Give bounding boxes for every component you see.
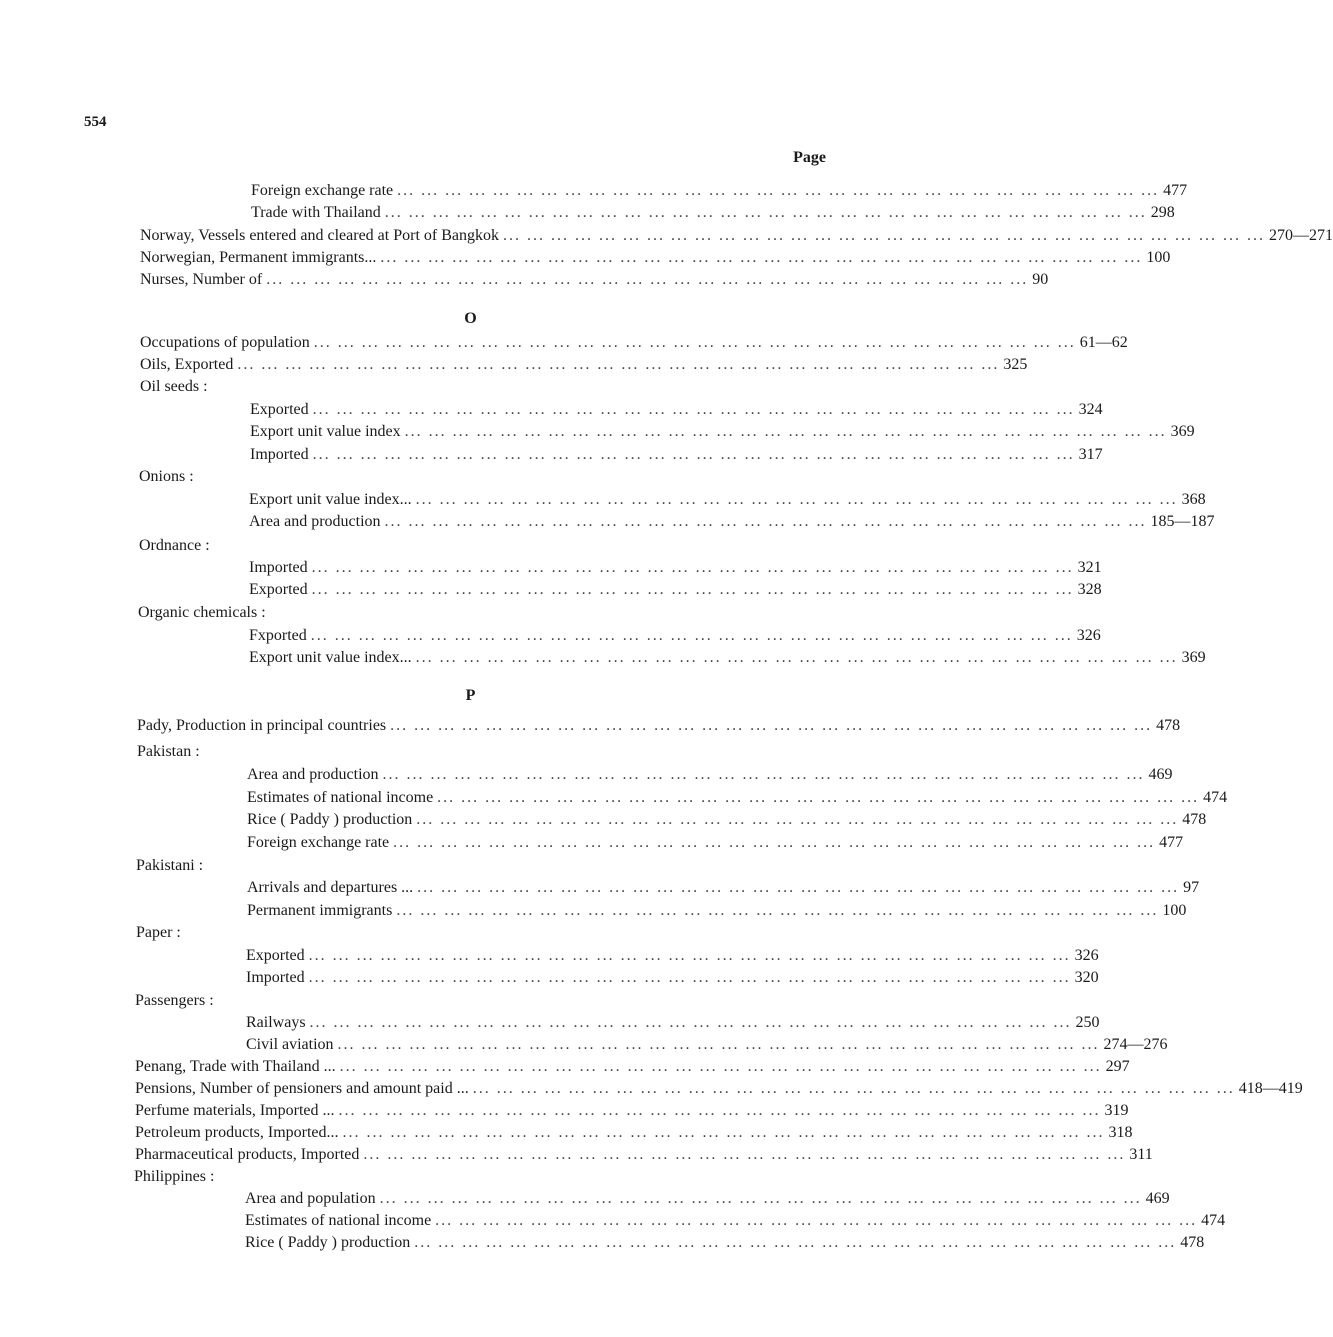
- leader-dots: ... ... ... ... ... ... ... ... ... ... ... ... ... ... ... ... ... ... ... ... ... ... ... ... ... ... ... ... ... ... ... ...: [437, 789, 1200, 806]
- index-entry: [250, 445, 1103, 465]
- entry-page: 318: [1108, 1124, 1133, 1141]
- leader-dots: ... ... ... ... ... ... ... ... ... ... ... ... ... ... ... ... ... ... ... ... ... ... ... ... ... ... ... ... ... ... ... ...: [379, 1190, 1142, 1207]
- index-heading: [140, 377, 208, 397]
- leader-dots: ... ... ... ... ... ... ... ... ... ... ... ... ... ... ... ... ... ... ... ... ... ... ... ... ... ... ... ... ... ... ... ...: [414, 1234, 1177, 1251]
- index-entry: [137, 716, 1181, 736]
- index-heading: [134, 1167, 214, 1187]
- index-entry: [135, 1079, 1303, 1099]
- entry-text: Imported: [250, 446, 309, 463]
- index-entry: [245, 1233, 1205, 1253]
- entry-text: Permanent immigrants: [247, 902, 393, 919]
- entry-page: 326: [1076, 627, 1101, 644]
- entry-page: 317: [1078, 446, 1103, 463]
- entry-text: Penang, Trade with Thailand ...: [135, 1058, 336, 1075]
- index-entry: [245, 1211, 1226, 1231]
- entry-page: 100: [1162, 902, 1187, 919]
- entry-page: 368: [1181, 491, 1206, 508]
- index-entry: [140, 226, 1333, 246]
- page-number: 554: [84, 114, 107, 130]
- leader-dots: ... ... ... ... ... ... ... ... ... ... ... ... ... ... ... ... ... ... ... ... ... ... ... ... ... ... ... ... ... ... ... ...: [396, 902, 1159, 919]
- entry-text: Norwegian, Permanent immigrants...: [140, 249, 377, 266]
- index-entry: [250, 400, 1103, 420]
- leader-dots: ... ... ... ... ... ... ... ... ... ... ... ... ... ... ... ... ... ... ... ... ... ... ... ... ... ... ... ... ... ... ... ...: [380, 249, 1143, 266]
- index-entry: [135, 1145, 1153, 1165]
- index-entry: [246, 946, 1099, 966]
- leader-dots: ... ... ... ... ... ... ... ... ... ... ... ... ... ... ... ... ... ... ... ... ... ... ... ... ... ... ... ... ... ... ... ...: [339, 1058, 1102, 1075]
- entry-page: 250: [1075, 1014, 1100, 1031]
- entry-page: 469: [1148, 766, 1173, 783]
- entry-text: Railways: [246, 1014, 306, 1031]
- index-heading: [135, 991, 214, 1011]
- entry-page: 418—419: [1238, 1080, 1303, 1097]
- entry-page: 477: [1163, 182, 1188, 199]
- leader-dots: ... ... ... ... ... ... ... ... ... ... ... ... ... ... ... ... ... ... ... ... ... ... ... ... ... ... ... ... ... ... ... ...: [309, 1014, 1072, 1031]
- entry-text: Rice ( Paddy ) production: [245, 1234, 411, 1251]
- leader-dots: ... ... ... ... ... ... ... ... ... ... ... ... ... ... ... ... ... ... ... ... ... ... ... ... ... ... ... ... ... ... ... ...: [382, 766, 1145, 783]
- leader-dots: ... ... ... ... ... ... ... ... ... ... ... ... ... ... ... ... ... ... ... ... ... ... ... ... ... ... ... ... ... ... ... ...: [472, 1080, 1235, 1097]
- entry-page: 474: [1201, 1212, 1226, 1229]
- entry-page: 270—271: [1269, 227, 1333, 244]
- index-entry: [140, 333, 1128, 353]
- entry-page: 97: [1183, 879, 1200, 896]
- index-entry: [249, 648, 1206, 668]
- page-column-heading: Page: [793, 149, 826, 166]
- entry-page: 369: [1170, 423, 1195, 440]
- index-entry: [247, 878, 1200, 898]
- entry-page: 61—62: [1079, 334, 1128, 351]
- index-entry: [247, 810, 1207, 830]
- entry-text: Pakistan :: [137, 743, 200, 760]
- leader-dots: ... ... ... ... ... ... ... ... ... ... ... ... ... ... ... ... ... ... ... ... ... ... ... ... ... ... ... ... ... ... ... ...: [311, 559, 1074, 576]
- entry-text: Oils, Exported: [140, 356, 234, 373]
- index-entry: [135, 1101, 1129, 1121]
- entry-text: Area and production: [247, 766, 379, 783]
- entry-text: Rice ( Paddy ) production: [247, 811, 413, 828]
- index-entry: [135, 1123, 1133, 1143]
- index-entry: [135, 1057, 1130, 1077]
- leader-dots: ... ... ... ... ... ... ... ... ... ... ... ... ... ... ... ... ... ... ... ... ... ... ... ... ... ... ... ... ... ... ... ...: [310, 627, 1073, 644]
- index-entry: [140, 248, 1171, 268]
- entry-text: Ordnance :: [139, 537, 210, 554]
- entry-page: 100: [1146, 249, 1171, 266]
- entry-text: Trade with Thailand: [251, 204, 381, 221]
- leader-dots: ... ... ... ... ... ... ... ... ... ... ... ... ... ... ... ... ... ... ... ... ... ... ... ... ... ... ... ... ... ... ... ...: [435, 1212, 1198, 1229]
- index-heading: [136, 856, 203, 876]
- index-heading: [136, 923, 181, 943]
- leader-dots: ... ... ... ... ... ... ... ... ... ... ... ... ... ... ... ... ... ... ... ... ... ... ... ... ... ... ... ... ... ... ... ...: [342, 1124, 1105, 1141]
- entry-text: Imported: [249, 559, 308, 576]
- entry-page: 90: [1032, 271, 1049, 288]
- entry-text: Perfume materials, Imported ...: [135, 1102, 335, 1119]
- index-heading: [139, 536, 210, 556]
- entry-text: Arrivals and departures ...: [247, 879, 414, 896]
- entry-text: Occupations of population: [140, 334, 310, 351]
- entry-page: 478: [1182, 811, 1207, 828]
- index-entry: [249, 512, 1215, 532]
- leader-dots: ... ... ... ... ... ... ... ... ... ... ... ... ... ... ... ... ... ... ... ... ... ... ... ... ... ... ... ... ... ... ... ...: [415, 649, 1178, 666]
- entry-page: 320: [1074, 969, 1099, 986]
- index-heading: [139, 467, 194, 487]
- leader-dots: ... ... ... ... ... ... ... ... ... ... ... ... ... ... ... ... ... ... ... ... ... ... ... ... ... ... ... ... ... ... ... ...: [312, 446, 1075, 463]
- index-entry: [251, 181, 1188, 201]
- section-letter-o: O: [464, 310, 477, 327]
- entry-text: Passengers :: [135, 992, 214, 1009]
- index-entry: [246, 1035, 1168, 1055]
- entry-text: Organic chemicals :: [138, 604, 266, 621]
- index-entry: [247, 765, 1173, 785]
- entry-text: Export unit value index: [250, 423, 401, 440]
- leader-dots: ... ... ... ... ... ... ... ... ... ... ... ... ... ... ... ... ... ... ... ... ... ... ... ... ... ... ... ... ... ... ... ...: [415, 491, 1178, 508]
- entry-text: Estimates of national income: [245, 1212, 432, 1229]
- entry-text: Civil aviation: [246, 1036, 334, 1053]
- index-entry: [247, 833, 1184, 853]
- entry-page: 185—187: [1150, 513, 1215, 530]
- index-entry: [245, 1189, 1170, 1209]
- entry-text: Philippines :: [134, 1168, 215, 1185]
- leader-dots: ... ... ... ... ... ... ... ... ... ... ... ... ... ... ... ... ... ... ... ... ... ... ... ... ... ... ... ... ... ... ... ...: [337, 1036, 1100, 1053]
- entry-text: Pensions, Number of pensioners and amount paid ...: [135, 1080, 469, 1097]
- entry-text: Imported: [246, 969, 305, 986]
- leader-dots: ... ... ... ... ... ... ... ... ... ... ... ... ... ... ... ... ... ... ... ... ... ... ... ... ... ... ... ... ... ... ... ...: [503, 227, 1265, 244]
- entry-page: 311: [1129, 1146, 1153, 1163]
- leader-dots: ... ... ... ... ... ... ... ... ... ... ... ... ... ... ... ... ... ... ... ... ... ... ... ... ... ... ... ... ... ... ... ...: [311, 581, 1074, 598]
- leader-dots: ... ... ... ... ... ... ... ... ... ... ... ... ... ... ... ... ... ... ... ... ... ... ... ... ... ... ... ... ... ... ... ...: [393, 834, 1156, 851]
- entry-text: Export unit value index...: [249, 649, 412, 666]
- index-entry: [140, 270, 1049, 290]
- entry-text: Petroleum products, Imported...: [135, 1124, 339, 1141]
- entry-text: Pharmaceutical products, Imported: [135, 1146, 360, 1163]
- entry-text: Oil seeds :: [140, 378, 208, 395]
- entry-text: Pady, Production in principal countries: [137, 717, 387, 734]
- index-entry: [246, 968, 1099, 988]
- entry-page: 297: [1105, 1058, 1130, 1075]
- leader-dots: ... ... ... ... ... ... ... ... ... ... ... ... ... ... ... ... ... ... ... ... ... ... ... ... ... ... ... ... ... ... ... ...: [266, 271, 1029, 288]
- index-entry: [250, 422, 1195, 442]
- entry-text: Foreign exchange rate: [247, 834, 390, 851]
- entry-text: Norway, Vessels entered and cleared at Port of Bangkok: [140, 227, 499, 244]
- entry-text: Estimates of national income: [247, 789, 434, 806]
- entry-page: 369: [1181, 649, 1206, 666]
- leader-dots: ... ... ... ... ... ... ... ... ... ... ... ... ... ... ... ... ... ... ... ... ... ... ... ... ... ... ... ... ... ... ... ...: [338, 1102, 1101, 1119]
- entry-page: 325: [1003, 356, 1028, 373]
- leader-dots: ... ... ... ... ... ... ... ... ... ... ... ... ... ... ... ... ... ... ... ... ... ... ... ... ... ... ... ... ... ... ... ...: [313, 334, 1076, 351]
- section-letter-p: P: [465, 687, 476, 704]
- entry-text: Paper :: [136, 924, 181, 941]
- entry-page: 478: [1156, 717, 1181, 734]
- entry-page: 321: [1077, 559, 1102, 576]
- entry-text: Exported: [246, 947, 305, 964]
- index-entry: [247, 901, 1187, 921]
- leader-dots: ... ... ... ... ... ... ... ... ... ... ... ... ... ... ... ... ... ... ... ... ... ... ... ... ... ... ... ... ... ... ... ...: [363, 1146, 1126, 1163]
- entry-text: Exported: [250, 401, 309, 418]
- leader-dots: ... ... ... ... ... ... ... ... ... ... ... ... ... ... ... ... ... ... ... ... ... ... ... ... ... ... ... ... ... ... ... ...: [312, 401, 1075, 418]
- index-heading: [138, 603, 266, 623]
- leader-dots: ... ... ... ... ... ... ... ... ... ... ... ... ... ... ... ... ... ... ... ... ... ... ... ... ... ... ... ... ... ... ... ...: [308, 969, 1071, 986]
- entry-text: Exported: [249, 581, 308, 598]
- entry-text: Foreign exchange rate: [251, 182, 394, 199]
- leader-dots: ... ... ... ... ... ... ... ... ... ... ... ... ... ... ... ... ... ... ... ... ... ... ... ... ... ... ... ... ... ... ... ...: [390, 717, 1153, 734]
- entry-text: Area and population: [245, 1190, 376, 1207]
- index-heading: [137, 742, 200, 762]
- entry-text: Onions :: [139, 468, 194, 485]
- entry-text: Export unit value index...: [249, 491, 412, 508]
- index-entry: [246, 1013, 1100, 1033]
- entry-text: Nurses, Number of: [140, 271, 263, 288]
- entry-text: Area and production: [249, 513, 381, 530]
- entry-page: 477: [1159, 834, 1184, 851]
- leader-dots: ... ... ... ... ... ... ... ... ... ... ... ... ... ... ... ... ... ... ... ... ... ... ... ... ... ... ... ... ... ... ... ...: [237, 356, 1000, 373]
- index-entry: [251, 203, 1175, 223]
- index-entry: [249, 558, 1102, 578]
- index-entry: [249, 580, 1102, 600]
- entry-text: Fxported: [249, 627, 307, 644]
- entry-page: 478: [1180, 1234, 1205, 1251]
- entry-page: 319: [1104, 1102, 1129, 1119]
- entry-page: 324: [1078, 401, 1103, 418]
- leader-dots: ... ... ... ... ... ... ... ... ... ... ... ... ... ... ... ... ... ... ... ... ... ... ... ... ... ... ... ... ... ... ... ...: [416, 811, 1179, 828]
- leader-dots: ... ... ... ... ... ... ... ... ... ... ... ... ... ... ... ... ... ... ... ... ... ... ... ... ... ... ... ... ... ... ... ...: [404, 423, 1167, 440]
- entry-page: 274—276: [1103, 1036, 1168, 1053]
- leader-dots: ... ... ... ... ... ... ... ... ... ... ... ... ... ... ... ... ... ... ... ... ... ... ... ... ... ... ... ... ... ... ... ...: [397, 182, 1160, 199]
- leader-dots: ... ... ... ... ... ... ... ... ... ... ... ... ... ... ... ... ... ... ... ... ... ... ... ... ... ... ... ... ... ... ... ...: [417, 879, 1180, 896]
- entry-page: 298: [1150, 204, 1175, 221]
- entry-text: Pakistani :: [136, 857, 204, 874]
- leader-dots: ... ... ... ... ... ... ... ... ... ... ... ... ... ... ... ... ... ... ... ... ... ... ... ... ... ... ... ... ... ... ... ...: [308, 947, 1071, 964]
- entry-page: 326: [1074, 947, 1099, 964]
- index-entry: [140, 355, 1028, 375]
- index-entry: [249, 490, 1206, 510]
- index-entry: [249, 626, 1101, 646]
- leader-dots: ... ... ... ... ... ... ... ... ... ... ... ... ... ... ... ... ... ... ... ... ... ... ... ... ... ... ... ... ... ... ... ...: [384, 513, 1147, 530]
- leader-dots: ... ... ... ... ... ... ... ... ... ... ... ... ... ... ... ... ... ... ... ... ... ... ... ... ... ... ... ... ... ... ... ...: [384, 204, 1147, 221]
- index-entry: [247, 788, 1228, 808]
- entry-page: 474: [1203, 789, 1228, 806]
- entry-page: 469: [1145, 1190, 1170, 1207]
- entry-page: 328: [1077, 581, 1102, 598]
